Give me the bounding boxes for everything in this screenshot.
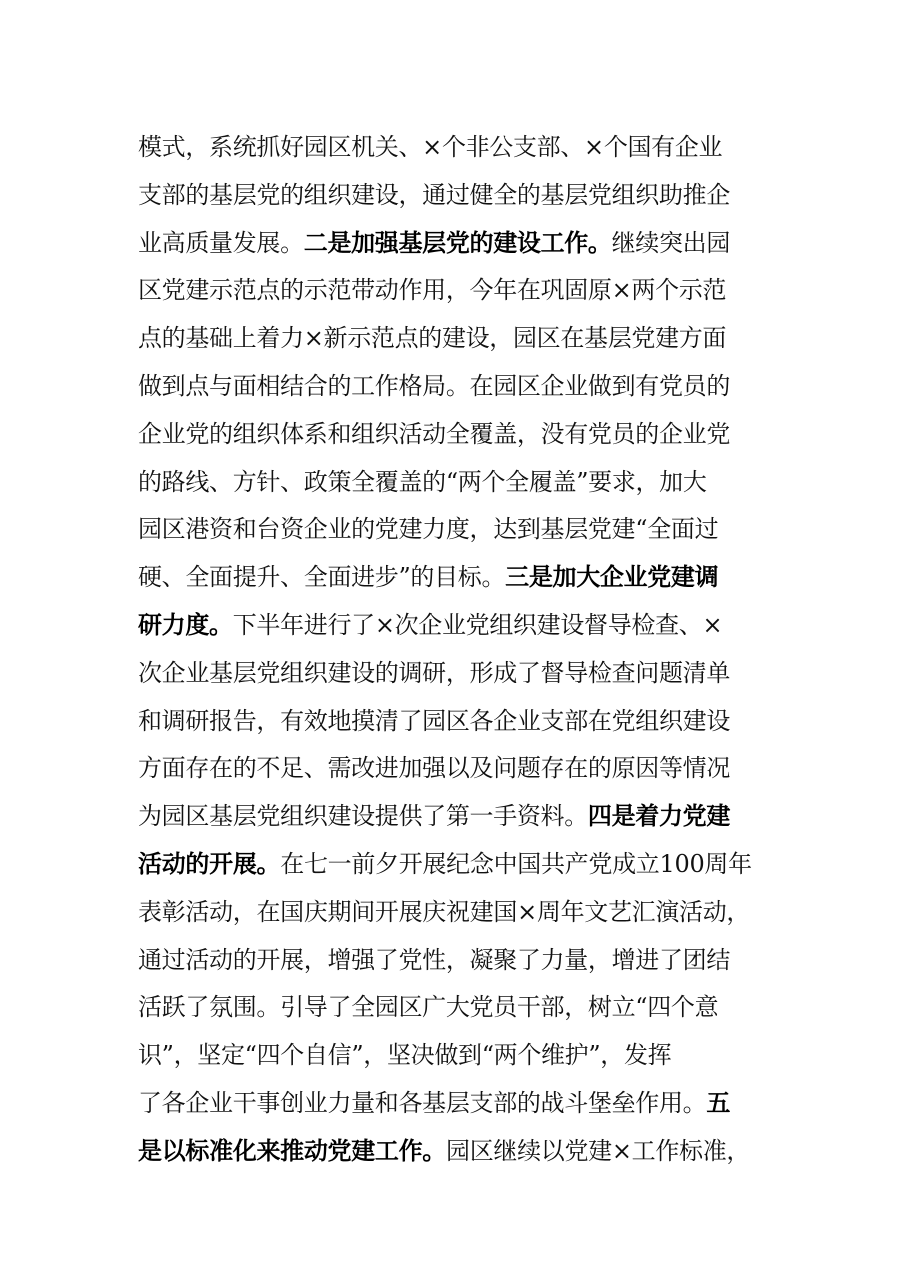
bold-heading-phrase: 三是加大企业党建调 <box>505 563 719 592</box>
text-line <box>138 1128 778 1176</box>
text-line <box>138 554 778 602</box>
bold-heading-phrase: 二是加强基层党的建设工作。 <box>303 228 612 257</box>
text-line <box>138 506 778 554</box>
text-line <box>138 745 778 793</box>
text-line <box>138 459 778 507</box>
text-segment: 继续突出园 <box>611 228 731 257</box>
body-paragraph <box>138 124 778 1176</box>
text-segment: 通过活动的开展，增强了党性，凝聚了力量，增进了团结 <box>138 945 730 974</box>
text-segment: 了各企业干事创业力量和各基层支部的战斗堡垒作用。 <box>138 1088 707 1117</box>
text-line <box>138 1032 778 1080</box>
bold-heading-phrase: 五 <box>706 1088 731 1117</box>
text-line <box>138 937 778 985</box>
text-segment: 硬、全面提升、全面进步”的目标。 <box>138 563 506 592</box>
text-segment: 为园区基层党组织建设提供了第一手资料。 <box>138 802 588 831</box>
text-segment: 的路线、方针、政策全覆盖的“两个全履盖”要求，加大 <box>138 467 707 496</box>
text-line <box>138 698 778 746</box>
text-line <box>138 650 778 698</box>
text-segment: 活跃了氛围。引导了全园区广大党员干部，树立“四个意 <box>138 993 719 1022</box>
text-line <box>138 172 778 220</box>
text-segment: 点的基础上着力×新示范点的建设，园区在基层党建方面 <box>138 324 727 353</box>
text-segment: 在七一前夕开展纪念中国共产党成立100周年 <box>280 849 752 878</box>
text-line <box>138 363 778 411</box>
text-segment: 企业党的组织体系和组织活动全覆盖，没有党员的企业党 <box>138 419 730 448</box>
text-segment: 园区继续以党建×工作标准， <box>446 1136 751 1165</box>
text-line <box>138 220 778 268</box>
text-line <box>138 267 778 315</box>
text-line <box>138 411 778 459</box>
text-segment: 做到点与面相结合的工作格局。在园区企业做到有党员的 <box>138 371 730 400</box>
text-line <box>138 889 778 937</box>
text-segment: 次企业基层党组织建设的调研，形成了督导检查问题清单 <box>138 658 730 687</box>
text-segment: 和调研报告，有效地摸清了园区各企业支部在党组织建设 <box>138 706 730 735</box>
text-segment: 表彰活动，在国庆期间开展庆祝建国×周年文艺汇演活动， <box>138 897 751 926</box>
text-segment: 园区港资和台资企业的党建力度，达到基层党建“全面过 <box>138 515 719 544</box>
bold-heading-phrase: 研力度。 <box>138 610 233 639</box>
bold-heading-phrase: 是以标准化来推动党建工作。 <box>138 1136 446 1165</box>
text-segment: 区党建示范点的示范带动作用，今年在巩固原×两个示范 <box>138 276 727 305</box>
text-segment: 识”，坚定“四个自信”，坚决做到“两个维护”，发挥 <box>138 1041 672 1070</box>
bold-heading-phrase: 四是着力党建 <box>587 802 731 831</box>
text-line <box>138 1080 778 1128</box>
text-line <box>138 793 778 841</box>
text-line <box>138 984 778 1032</box>
text-line <box>138 315 778 363</box>
text-segment: 模式，系统抓好园区机关、×个非公支部、×个国有企业 <box>138 133 723 161</box>
text-line <box>138 841 778 889</box>
text-segment: 下半年进行了×次企业党组织建设督导检查、× <box>232 610 723 639</box>
text-line <box>138 602 778 650</box>
text-line <box>138 124 778 172</box>
text-segment: 业高质量发展。 <box>138 228 304 257</box>
bold-heading-phrase: 活动的开展。 <box>138 849 281 878</box>
text-segment: 支部的基层党的组织建设，通过健全的基层党组织助推企 <box>138 180 730 209</box>
text-segment: 方面存在的不足、需改进加强以及问题存在的原因等情况 <box>138 754 730 783</box>
